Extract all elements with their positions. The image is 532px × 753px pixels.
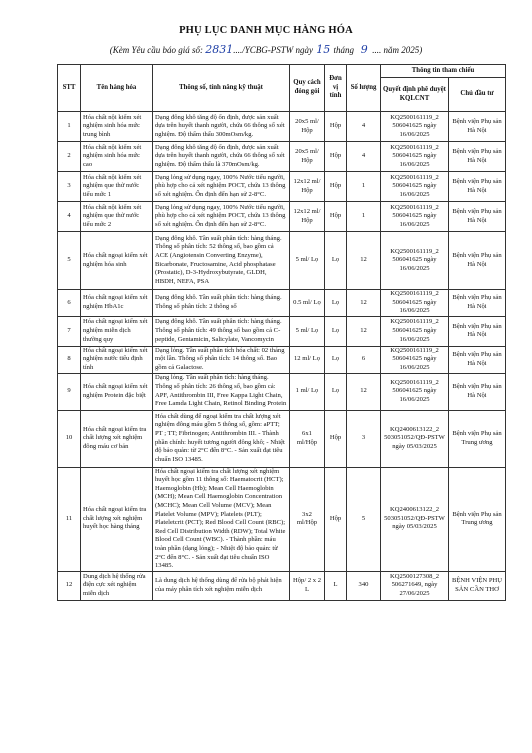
table-row [58,346,506,373]
cell-investor: BỆNH VIỆN PHỤ SẢN CẦN THƠ [449,571,506,600]
cell-unit: Lọ [325,346,347,373]
cell-quantity: 12 [347,373,381,410]
cell-stt: 1 [58,112,81,142]
cell-unit: Lọ [325,316,347,346]
header-investor: Chủ đầu tư [449,78,506,112]
cell-investor: Bệnh viện Phụ sản Trung ương [449,467,506,571]
cell-name: Hóa chất nội kiểm xét nghiệm que thử nước tiểu mức 1 [81,172,153,202]
cell-name: Hóa chất nội kiểm xét nghiệm sinh hóa mức cao [81,142,153,172]
header-packaging: Quy cách đóng gói [290,65,325,112]
cell-investor: Bệnh viện Phụ sản Hà Nội [449,202,506,232]
cell-investor: Bệnh viện Phụ sản Hà Nội [449,142,506,172]
cell-decision: KQ2500161119_2 506041625 ngày 16/06/2025 [381,142,449,172]
cell-quantity: 3 [347,410,381,467]
cell-name: Dung dịch hệ thống rửa điện cực xét nghiệm miễn dịch [81,571,153,600]
header-stt: STT [58,65,81,112]
cell-stt: 7 [58,316,81,346]
cell-unit: L [325,571,347,600]
cell-decision: KQ2500161119_2 506041625 ngày 16/06/2025 [381,346,449,373]
cell-stt: 9 [58,373,81,410]
cell-quantity: 12 [347,232,381,290]
cell-decision: KQ2500161119_2 506041625 ngày 16/06/2025 [381,202,449,232]
cell-packaging: 5 ml/ Lọ [290,316,325,346]
cell-packaging: 12 ml/ Lọ [290,346,325,373]
cell-spec: Dạng đông khô. Tần suất phân tích: hàng tháng. Thông số phân tích: 49 thông số bao gồm cả C- peptide, Gentamicin, Salicylate, Vancomycin [153,316,290,346]
cell-name: Hóa chất ngoại kiểm xét nghiệm Protein đặc biệt [81,373,153,410]
cell-spec: Dạng đông khô. Tần suất phân tích: hàng tháng. Thông số phân tích: 2 thông số [153,290,290,317]
cell-name: Hóa chất ngoại kiểm xét nghiệm nước tiểu định tính [81,346,153,373]
cell-quantity: 12 [347,316,381,346]
cell-name: Hóa chất ngoại kiểm tra chất lượng xét nghiệm huyết học hàng tháng [81,467,153,571]
cell-stt: 2 [58,142,81,172]
cell-spec: Hóa chất dùng để ngoại kiểm tra chất lượng xét nghiệm đông máu gồm 5 thông số, gồm: aPTT; PT ; TT; Fibrinogen; Antithrombin III. - Thành phần chính: huyết tương người đông khô; - Nhiệt độ bảo quản: từ 2°C đến 8°C. - Sản xuất đạt tiêu chuẩn ISO 13485. [153,410,290,467]
cell-decision: KQ2500161119_2 506041625 ngày 16/06/2025 [381,172,449,202]
cell-unit: Hộp [325,410,347,467]
page-title: PHỤ LỤC DANH MỤC HÀNG HÓA [179,25,353,36]
cell-name: Hóa chất nội kiểm xét nghiệm sinh hóa mức trung bình [81,112,153,142]
cell-decision: KQ2500161119_2 506041625 ngày 16/06/2025 [381,112,449,142]
table-row [58,410,506,467]
cell-quantity: 1 [347,172,381,202]
cell-investor: Bệnh viện Phụ sản Hà Nội [449,112,506,142]
cell-spec: Dạng đông khô tăng độ ổn định, được sản xuất dựa trên huyết thanh người, chứa 66 thông số xét nghiệm. Độ thẩm thấu 300mOsm/kg. [153,112,290,142]
cell-packaging: 20x5 ml/ Hộp [290,142,325,172]
cell-packaging: Hộp/ 2 x 2 L [290,571,325,600]
cell-stt: 10 [58,410,81,467]
cell-packaging: 5 ml/ Lọ [290,232,325,290]
header-spec: Thông số, tính năng kỹ thuật [153,65,290,112]
cell-spec: Dạng lỏng sử dụng ngay, 100% Nước tiểu người, phù hợp cho cả xét nghiệm POCT, chứa 13 thông số xét nghiệm. Ổn định đến hạn sử 2-8°C. [153,202,290,232]
cell-quantity: 1 [347,202,381,232]
cell-unit: Hộp [325,202,347,232]
table-row [58,202,506,232]
cell-stt: 8 [58,346,81,373]
cell-name: Hóa chất ngoại kiểm xét nghiệm miễn dịch thường quy [81,316,153,346]
cell-stt: 6 [58,290,81,317]
quote-month: 9 [360,43,368,56]
cell-quantity: 5 [347,467,381,571]
table-row [58,172,506,202]
table-row [58,232,506,290]
cell-investor: Bệnh viện Phụ sản Trung ương [449,410,506,467]
header-quantity: Số lượng [347,65,381,112]
cell-unit: Hộp [325,172,347,202]
cell-spec: Là dung dịch hệ thống dùng để rửa bộ phát hiện của máy phân tích xét nghiệm miễn dịch [153,571,290,600]
cell-decision: KQ2500161119_2 506041625 ngày 16/06/2025 [381,316,449,346]
cell-name: Hóa chất ngoại kiểm xét nghiệm HbA1c [81,290,153,317]
subtitle-middle: ..../YCBG-PSTW ngày [233,45,313,55]
cell-name: Hóa chất ngoại kiểm xét nghiệm hóa sinh [81,232,153,290]
header-unit: Đơn vị tính [325,65,347,112]
cell-decision: KQ2500127308_2 506271649, ngày 27/06/2025 [381,571,449,600]
cell-quantity: 4 [347,112,381,142]
table-row [58,373,506,410]
cell-unit: Lọ [325,290,347,317]
cell-spec: Dạng lỏng sử dụng ngay, 100% Nước tiểu người, phù hợp cho cả xét nghiệm POCT, chứa 13 thông số xét nghiệm. Ổn định đến hạn sử 2-8°C. [153,172,290,202]
cell-investor: Bệnh viện Phụ sản Hà Nội [449,316,506,346]
cell-investor: Bệnh viện Phụ sản Hà Nội [449,346,506,373]
cell-investor: Bệnh viện Phụ sản Hà Nội [449,172,506,202]
cell-packaging: 12x12 ml/ Hộp [290,202,325,232]
page-subtitle [0,43,532,56]
cell-packaging: 0.5 ml/ Lọ [290,290,325,317]
table-row [58,467,506,571]
table-row [58,571,506,600]
header-decision: Quyết định phê duyệt KQLCNT [381,78,449,112]
cell-decision: KQ2400613122_2 503051052/QĐ-PSTW ngày 05/03/2025 [381,410,449,467]
cell-spec: Dạng đông khô. Tần suất phân tích: hàng tháng. Thông số phân tích: 52 thông số, bao gồm cả ACE (Angiotensin Converting Enzyme), Bicarbonate, Fructosamine, Acid phosphatase (Prostatic), D-3-Hydroxybutyrate, GLDH, HBDH, NEFA, PSA [153,232,290,290]
cell-stt: 4 [58,202,81,232]
cell-name: Hóa chất nội kiểm xét nghiệm que thử nước tiểu mức 2 [81,202,153,232]
table-row [58,142,506,172]
cell-name: Hóa chất ngoại kiểm tra chất lượng xét nghiệm đông máu cơ bản [81,410,153,467]
subtitle-end: .... năm 2025) [372,45,423,55]
table-row [58,112,506,142]
cell-unit: Lọ [325,373,347,410]
goods-table [57,64,506,601]
cell-packaging: 20x5 ml/ Hộp [290,112,325,142]
table-row [58,316,506,346]
cell-packaging: 1 ml/ Lọ [290,373,325,410]
cell-investor: Bệnh viện Phụ sản Hà Nội [449,373,506,410]
quote-day: 15 [316,43,331,56]
cell-decision: KQ2500161119_2 506041625 ngày 16/06/2025 [381,290,449,317]
cell-spec: Dạng lỏng. Tần suất phân tích: hàng tháng. Thông số phân tích: 26 thông số, bao gồm cả: APF, Antithrombin III, Free Kappa Light Chain, Free Lamda Light Chain, Retinol Binding Protein [153,373,290,410]
cell-stt: 5 [58,232,81,290]
cell-stt: 3 [58,172,81,202]
table-row [58,290,506,317]
cell-quantity: 340 [347,571,381,600]
cell-unit: Hộp [325,112,347,142]
cell-unit: Hộp [325,142,347,172]
cell-quantity: 6 [347,346,381,373]
cell-stt: 12 [58,571,81,600]
cell-spec: Dạng lỏng. Tần suất phân tích hóa chất: 02 tháng một lần. Thông số phân tích: 14 thông số. Bao gồm cả Galactose. [153,346,290,373]
month-label: tháng [333,45,354,55]
cell-unit: Lọ [325,232,347,290]
cell-investor: Bệnh viện Phụ sản Hà Nội [449,290,506,317]
cell-packaging: 6x1 ml/Hộp [290,410,325,467]
cell-unit: Hộp [325,467,347,571]
quote-number: 2831 [205,43,234,56]
cell-decision: KQ2500161119_2 506041625 ngày 16/06/2025 [381,373,449,410]
cell-spec: Hóa chất ngoại kiểm tra chất lượng xét nghiệm huyết học gồm 11 thông số: Haematocrit (HCT); Haemoglobin (Hb); Mean Cell Haemoglobin (MCH); Mean Cell Haemoglobin Concentration (MCHC); Mean Cell Volume (MCV); Mean Platelet Volume (MPV); Platelets (PLT); Plateletcrit (PCT); Red Blood Cell Count (RBC); Red Cell Distribution Width (RDW); Total White Blood Cell Count (WBC). - Thành phần: máu toàn phần (dạng lỏng); - Nhiệt độ bảo quản: từ 2°C đến 8°C. - Sản xuất đạt tiêu chuẩn ISO 13485. [153,467,290,571]
cell-quantity: 4 [347,142,381,172]
subtitle-prefix: (Kèm Yêu cầu báo giá số: [109,45,203,55]
cell-packaging: 12x12 ml/ Hộp [290,172,325,202]
cell-packaging: 3x2 ml/Hộp [290,467,325,571]
cell-quantity: 12 [347,290,381,317]
cell-decision: KQ2500161119_2 506041625 ngày 16/06/2025 [381,232,449,290]
cell-investor: Bệnh viện Phụ sản Hà Nội [449,232,506,290]
cell-stt: 11 [58,467,81,571]
header-name: Tên hàng hóa [81,65,153,112]
header-reference-info: Thông tin tham chiếu [381,65,506,78]
cell-decision: KQ2400613122_2 503051052/QĐ-PSTW ngày 05/03/2025 [381,467,449,571]
table-body [58,112,506,601]
cell-spec: Dạng đông khô tăng độ ổn định, được sản xuất dựa trên huyết thanh người, chứa 66 thông số xét nghiệm. Độ thẩm thấu là 370mOsm/kg. [153,142,290,172]
